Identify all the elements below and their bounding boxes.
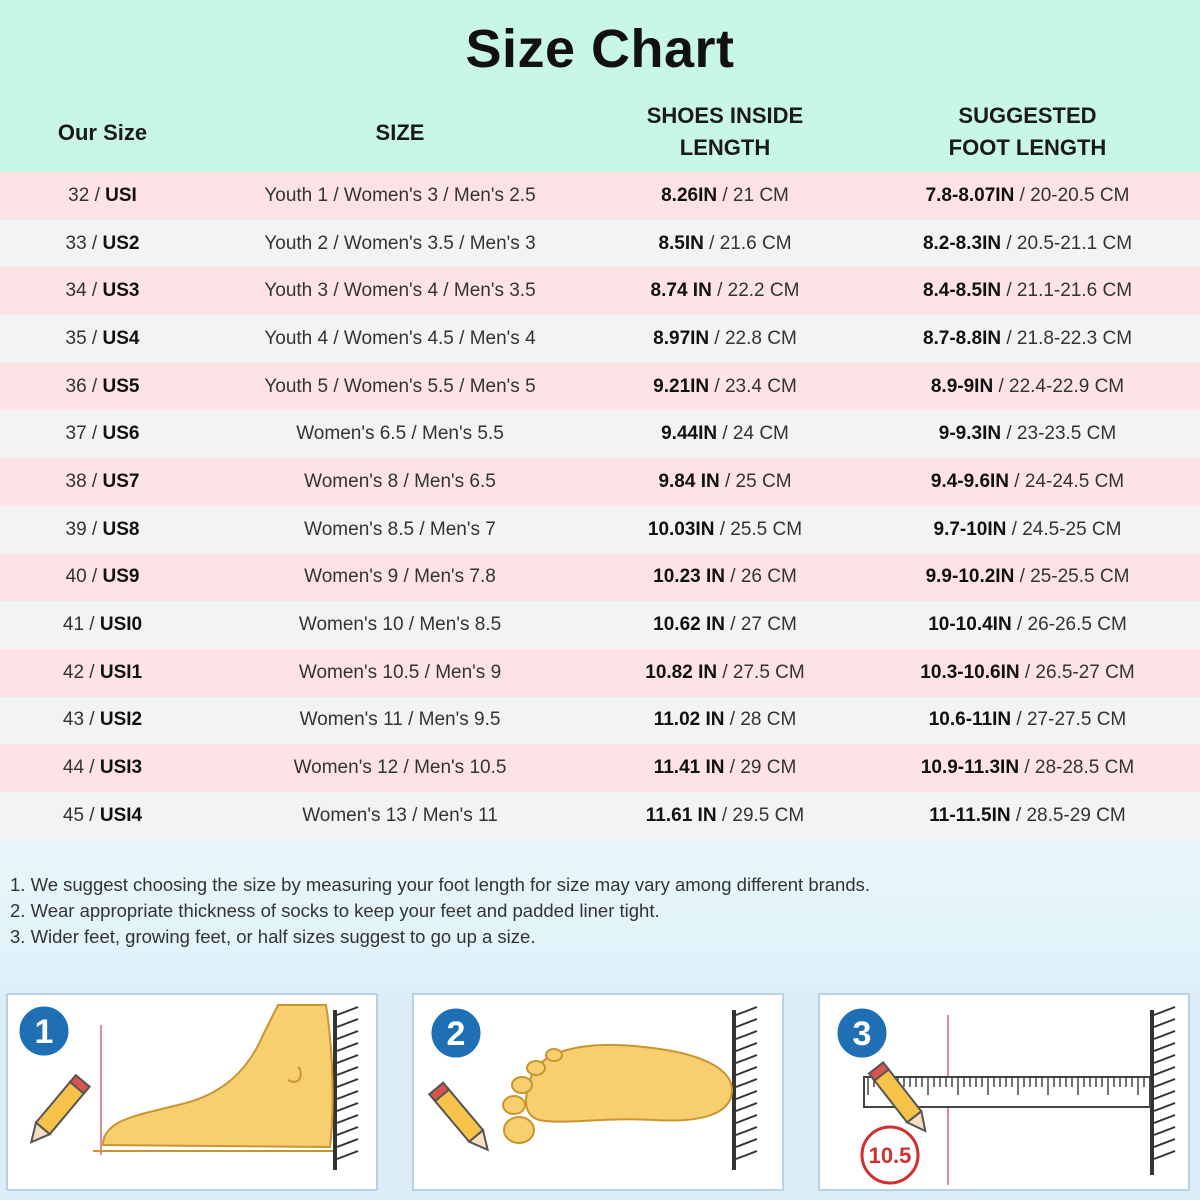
cell-foot-length-inches: 10-10.4IN xyxy=(928,614,1012,636)
cell-inside-length xyxy=(595,233,855,255)
cell-size: Women's 12 / Men's 10.5 xyxy=(293,757,507,779)
header-size: SIZE xyxy=(375,120,425,145)
table-row xyxy=(0,744,1200,792)
table-row xyxy=(0,220,1200,268)
cell-inside-length-cm: / 22.8 CM xyxy=(709,327,797,349)
cell-foot-length-cm: / 20-20.5 CM xyxy=(1014,184,1130,206)
cell-our-size xyxy=(0,566,205,588)
cell-foot-length-inches: 8.4-8.5IN xyxy=(922,280,1002,302)
cell-foot-length xyxy=(855,423,1200,445)
header-our-size: Our Size xyxy=(57,120,148,145)
table-row xyxy=(0,267,1200,315)
cell-foot-length xyxy=(855,757,1200,779)
header-shoes-inside-length-line1: SHOES INSIDE xyxy=(646,103,804,128)
cell-inside-length xyxy=(595,662,855,684)
table-row xyxy=(0,649,1200,697)
table-row xyxy=(0,506,1200,554)
cell-size: Youth 1 / Women's 3 / Men's 2.5 xyxy=(264,184,536,206)
step-3-panel xyxy=(818,993,1190,1191)
cell-inside-length-cm: / 24 CM xyxy=(717,423,789,445)
cell-foot-length xyxy=(855,805,1200,827)
table-row xyxy=(0,363,1200,411)
cell-our-size-number: 33 / xyxy=(65,232,103,254)
step-1-panel xyxy=(6,993,378,1191)
cell-foot-length-inches: 10.3-10.6IN xyxy=(920,661,1020,683)
cell-foot-length-cm: / 25-25.5 CM xyxy=(1014,566,1130,588)
cell-foot-length xyxy=(855,376,1200,398)
cell-inside-length xyxy=(595,328,855,350)
cell-our-size-us: US8 xyxy=(102,518,140,540)
table-row xyxy=(0,410,1200,458)
cell-inside-length-cm: / 23.4 CM xyxy=(709,375,797,397)
cell-foot-length-cm: / 20.5-21.1 CM xyxy=(1001,232,1133,254)
cell-inside-length-inches: 9.21IN xyxy=(653,375,710,397)
cell-foot-length-cm: / 24-24.5 CM xyxy=(1009,470,1125,492)
cell-inside-length-inches: 8.5IN xyxy=(658,232,704,254)
cell-size: Youth 5 / Women's 5.5 / Men's 5 xyxy=(264,375,536,397)
cell-size: Women's 8.5 / Men's 7 xyxy=(304,518,496,540)
step-3-number: 3 xyxy=(852,1015,872,1053)
step-2-panel xyxy=(412,993,784,1191)
header-shoes-inside-length xyxy=(595,100,855,164)
cell-foot-length-cm: / 28-28.5 CM xyxy=(1019,757,1135,779)
note-1: 1. We suggest choosing the size by measuring your foot length for size may vary among different brands. xyxy=(10,874,871,895)
cell-inside-length-cm: / 26 CM xyxy=(725,566,797,588)
ruler-measurement-illustration xyxy=(820,995,1192,1193)
cell-foot-length-inches: 8.2-8.3IN xyxy=(922,232,1002,254)
cell-foot-length-inches: 9-9.3IN xyxy=(938,423,1002,445)
cell-inside-length xyxy=(595,805,855,827)
cell-our-size-us: US2 xyxy=(102,232,140,254)
cell-our-size-us: USI2 xyxy=(99,709,143,731)
cell-our-size-number: 39 / xyxy=(65,518,103,540)
table-row xyxy=(0,792,1200,840)
header-suggested-foot-length-line2: FOOT LENGTH xyxy=(948,135,1107,160)
cell-our-size-number: 35 / xyxy=(65,327,103,349)
cell-foot-length-inches: 9.4-9.6IN xyxy=(930,470,1010,492)
cell-size: Women's 13 / Men's 11 xyxy=(302,804,498,826)
table-row xyxy=(0,697,1200,745)
cell-inside-length-inches: 9.84 IN xyxy=(658,470,720,492)
cell-our-size-number: 42 / xyxy=(62,661,100,683)
cell-our-size-us: US4 xyxy=(102,327,140,349)
table-row xyxy=(0,601,1200,649)
cell-foot-length-cm: / 26-26.5 CM xyxy=(1011,614,1127,636)
cell-our-size-number: 43 / xyxy=(62,709,100,731)
cell-our-size xyxy=(0,185,205,207)
cell-our-size xyxy=(0,662,205,684)
cell-our-size xyxy=(0,805,205,827)
cell-size: Women's 8 / Men's 6.5 xyxy=(304,470,496,492)
cell-size: Women's 11 / Men's 9.5 xyxy=(299,709,501,731)
cell-our-size-us: US3 xyxy=(102,280,140,302)
table-row xyxy=(0,554,1200,602)
cell-inside-length-cm: / 22.2 CM xyxy=(711,280,800,302)
note-3: 3. Wider feet, growing feet, or half sizes suggest to go up a size. xyxy=(10,926,536,947)
cell-foot-length xyxy=(855,709,1200,731)
cell-our-size xyxy=(0,709,205,731)
foot-side-view-illustration xyxy=(8,995,380,1193)
size-table-body xyxy=(0,172,1200,840)
cell-our-size-number: 45 / xyxy=(62,804,100,826)
header-shoes-inside-length-line2: LENGTH xyxy=(679,135,771,160)
cell-our-size xyxy=(0,519,205,541)
cell-our-size-number: 36 / xyxy=(65,375,103,397)
cell-our-size xyxy=(0,757,205,779)
cell-our-size-us: US7 xyxy=(102,470,140,492)
cell-inside-length-cm: / 25.5 CM xyxy=(714,518,803,540)
table-row xyxy=(0,458,1200,506)
table-header xyxy=(0,0,1200,172)
table-row xyxy=(0,172,1200,220)
cell-foot-length xyxy=(855,185,1200,207)
cell-inside-length-cm: / 29.5 CM xyxy=(716,804,805,826)
cell-foot-length xyxy=(855,328,1200,350)
note-2: 2. Wear appropriate thickness of socks to keep your feet and padded liner tight. xyxy=(10,900,660,921)
cell-foot-length-cm: / 21.1-21.6 CM xyxy=(1001,280,1133,302)
cell-foot-length-inches: 8.9-9IN xyxy=(930,375,994,397)
cell-foot-length-cm: / 24.5-25 CM xyxy=(1006,518,1122,540)
cell-inside-length xyxy=(595,566,855,588)
cell-our-size xyxy=(0,423,205,445)
cell-foot-length-inches: 11-11.5IN xyxy=(929,804,1011,826)
cell-inside-length xyxy=(595,423,855,445)
cell-our-size-us: USI xyxy=(105,184,137,206)
cell-our-size-us: USI3 xyxy=(99,757,143,779)
cell-our-size-number: 40 / xyxy=(65,566,103,588)
cell-our-size-number: 37 / xyxy=(65,423,103,445)
step-2-number: 2 xyxy=(446,1015,466,1053)
cell-our-size-us: US9 xyxy=(102,566,140,588)
cell-inside-length-cm: / 21.6 CM xyxy=(703,232,792,254)
cell-inside-length-cm: / 21 CM xyxy=(717,184,789,206)
cell-foot-length-cm: / 28.5-29 CM xyxy=(1010,804,1126,826)
cell-inside-length-inches: 9.44IN xyxy=(661,423,718,445)
cell-inside-length-cm: / 29 CM xyxy=(724,757,797,779)
cell-inside-length xyxy=(595,709,855,731)
cell-our-size-number: 44 / xyxy=(62,757,100,779)
cell-inside-length-inches: 10.23 IN xyxy=(653,566,725,588)
cell-our-size xyxy=(0,376,205,398)
cell-inside-length-inches: 8.97IN xyxy=(653,327,710,349)
cell-foot-length-inches: 9.9-10.2IN xyxy=(925,566,1015,588)
cell-foot-length xyxy=(855,471,1200,493)
page-title: Size Chart xyxy=(465,19,735,79)
cell-inside-length-cm: / 27 CM xyxy=(725,614,797,636)
cell-foot-length xyxy=(855,566,1200,588)
cell-foot-length-inches: 10.9-11.3IN xyxy=(920,757,1020,779)
cell-our-size xyxy=(0,280,205,302)
cell-size: Youth 2 / Women's 3.5 / Men's 3 xyxy=(264,232,536,254)
foot-top-view-illustration xyxy=(414,995,786,1193)
cell-our-size xyxy=(0,614,205,636)
notes-section xyxy=(0,840,1200,985)
cell-our-size-us: US5 xyxy=(102,375,140,397)
cell-inside-length xyxy=(595,280,855,302)
cell-our-size xyxy=(0,233,205,255)
cell-our-size-number: 38 / xyxy=(65,470,103,492)
cell-our-size-us: USI4 xyxy=(99,804,143,826)
cell-size: Women's 10 / Men's 8.5 xyxy=(298,614,502,636)
cell-foot-length-cm: / 21.8-22.3 CM xyxy=(1001,327,1133,349)
cell-our-size-number: 34 / xyxy=(65,280,103,302)
cell-inside-length-inches: 10.82 IN xyxy=(645,661,718,683)
cell-foot-length xyxy=(855,280,1200,302)
measurement-illustrations xyxy=(0,985,1200,1200)
cell-foot-length-inches: 10.6-11IN xyxy=(928,709,1012,731)
cell-size: Women's 6.5 / Men's 5.5 xyxy=(296,423,504,445)
cell-foot-length-cm: / 22.4-22.9 CM xyxy=(993,375,1125,397)
measurement-value: 10.5 xyxy=(868,1143,912,1168)
cell-inside-length xyxy=(595,519,855,541)
cell-foot-length xyxy=(855,233,1200,255)
cell-our-size-number: 41 / xyxy=(62,614,100,636)
cell-size: Youth 4 / Women's 4.5 / Men's 4 xyxy=(264,327,536,349)
cell-foot-length xyxy=(855,614,1200,636)
cell-our-size-us: US6 xyxy=(102,423,140,445)
cell-inside-length xyxy=(595,376,855,398)
cell-inside-length xyxy=(595,185,855,207)
cell-our-size xyxy=(0,328,205,350)
cell-inside-length-inches: 11.02 IN xyxy=(653,709,725,731)
table-row xyxy=(0,315,1200,363)
cell-foot-length xyxy=(855,662,1200,684)
cell-inside-length xyxy=(595,614,855,636)
cell-size: Women's 9 / Men's 7.8 xyxy=(304,566,496,588)
cell-inside-length-inches: 11.61 IN xyxy=(645,804,717,826)
cell-foot-length-inches: 8.7-8.8IN xyxy=(922,327,1002,349)
cell-inside-length-cm: / 27.5 CM xyxy=(717,661,805,683)
cell-inside-length-inches: 10.03IN xyxy=(647,518,715,540)
cell-inside-length-inches: 11.41 IN xyxy=(653,757,725,779)
cell-inside-length-inches: 8.74 IN xyxy=(650,280,712,302)
cell-foot-length-cm: / 26.5-27 CM xyxy=(1019,661,1135,683)
cell-inside-length-inches: 8.26IN xyxy=(661,184,718,206)
cell-our-size-us: USI1 xyxy=(99,661,143,683)
cell-inside-length-cm: / 28 CM xyxy=(724,709,797,731)
header-suggested-foot-length-line1: SUGGESTED xyxy=(958,103,1097,128)
cell-foot-length-inches: 9.7-10IN xyxy=(933,518,1007,540)
cell-our-size-us: USI0 xyxy=(99,614,143,636)
cell-foot-length xyxy=(855,519,1200,541)
cell-inside-length xyxy=(595,471,855,493)
cell-our-size xyxy=(0,471,205,493)
cell-size: Youth 3 / Women's 4 / Men's 3.5 xyxy=(264,280,536,302)
cell-foot-length-inches: 7.8-8.07IN xyxy=(925,184,1015,206)
cell-inside-length-cm: / 25 CM xyxy=(719,470,792,492)
cell-our-size-number: 32 / xyxy=(68,184,106,206)
cell-inside-length-inches: 10.62 IN xyxy=(653,614,725,636)
step-1-number: 1 xyxy=(34,1013,54,1051)
cell-inside-length xyxy=(595,757,855,779)
cell-foot-length-cm: / 23-23.5 CM xyxy=(1001,423,1117,445)
cell-foot-length-cm: / 27-27.5 CM xyxy=(1011,709,1127,731)
cell-size: Women's 10.5 / Men's 9 xyxy=(298,661,502,683)
header-suggested-foot-length xyxy=(855,100,1200,164)
